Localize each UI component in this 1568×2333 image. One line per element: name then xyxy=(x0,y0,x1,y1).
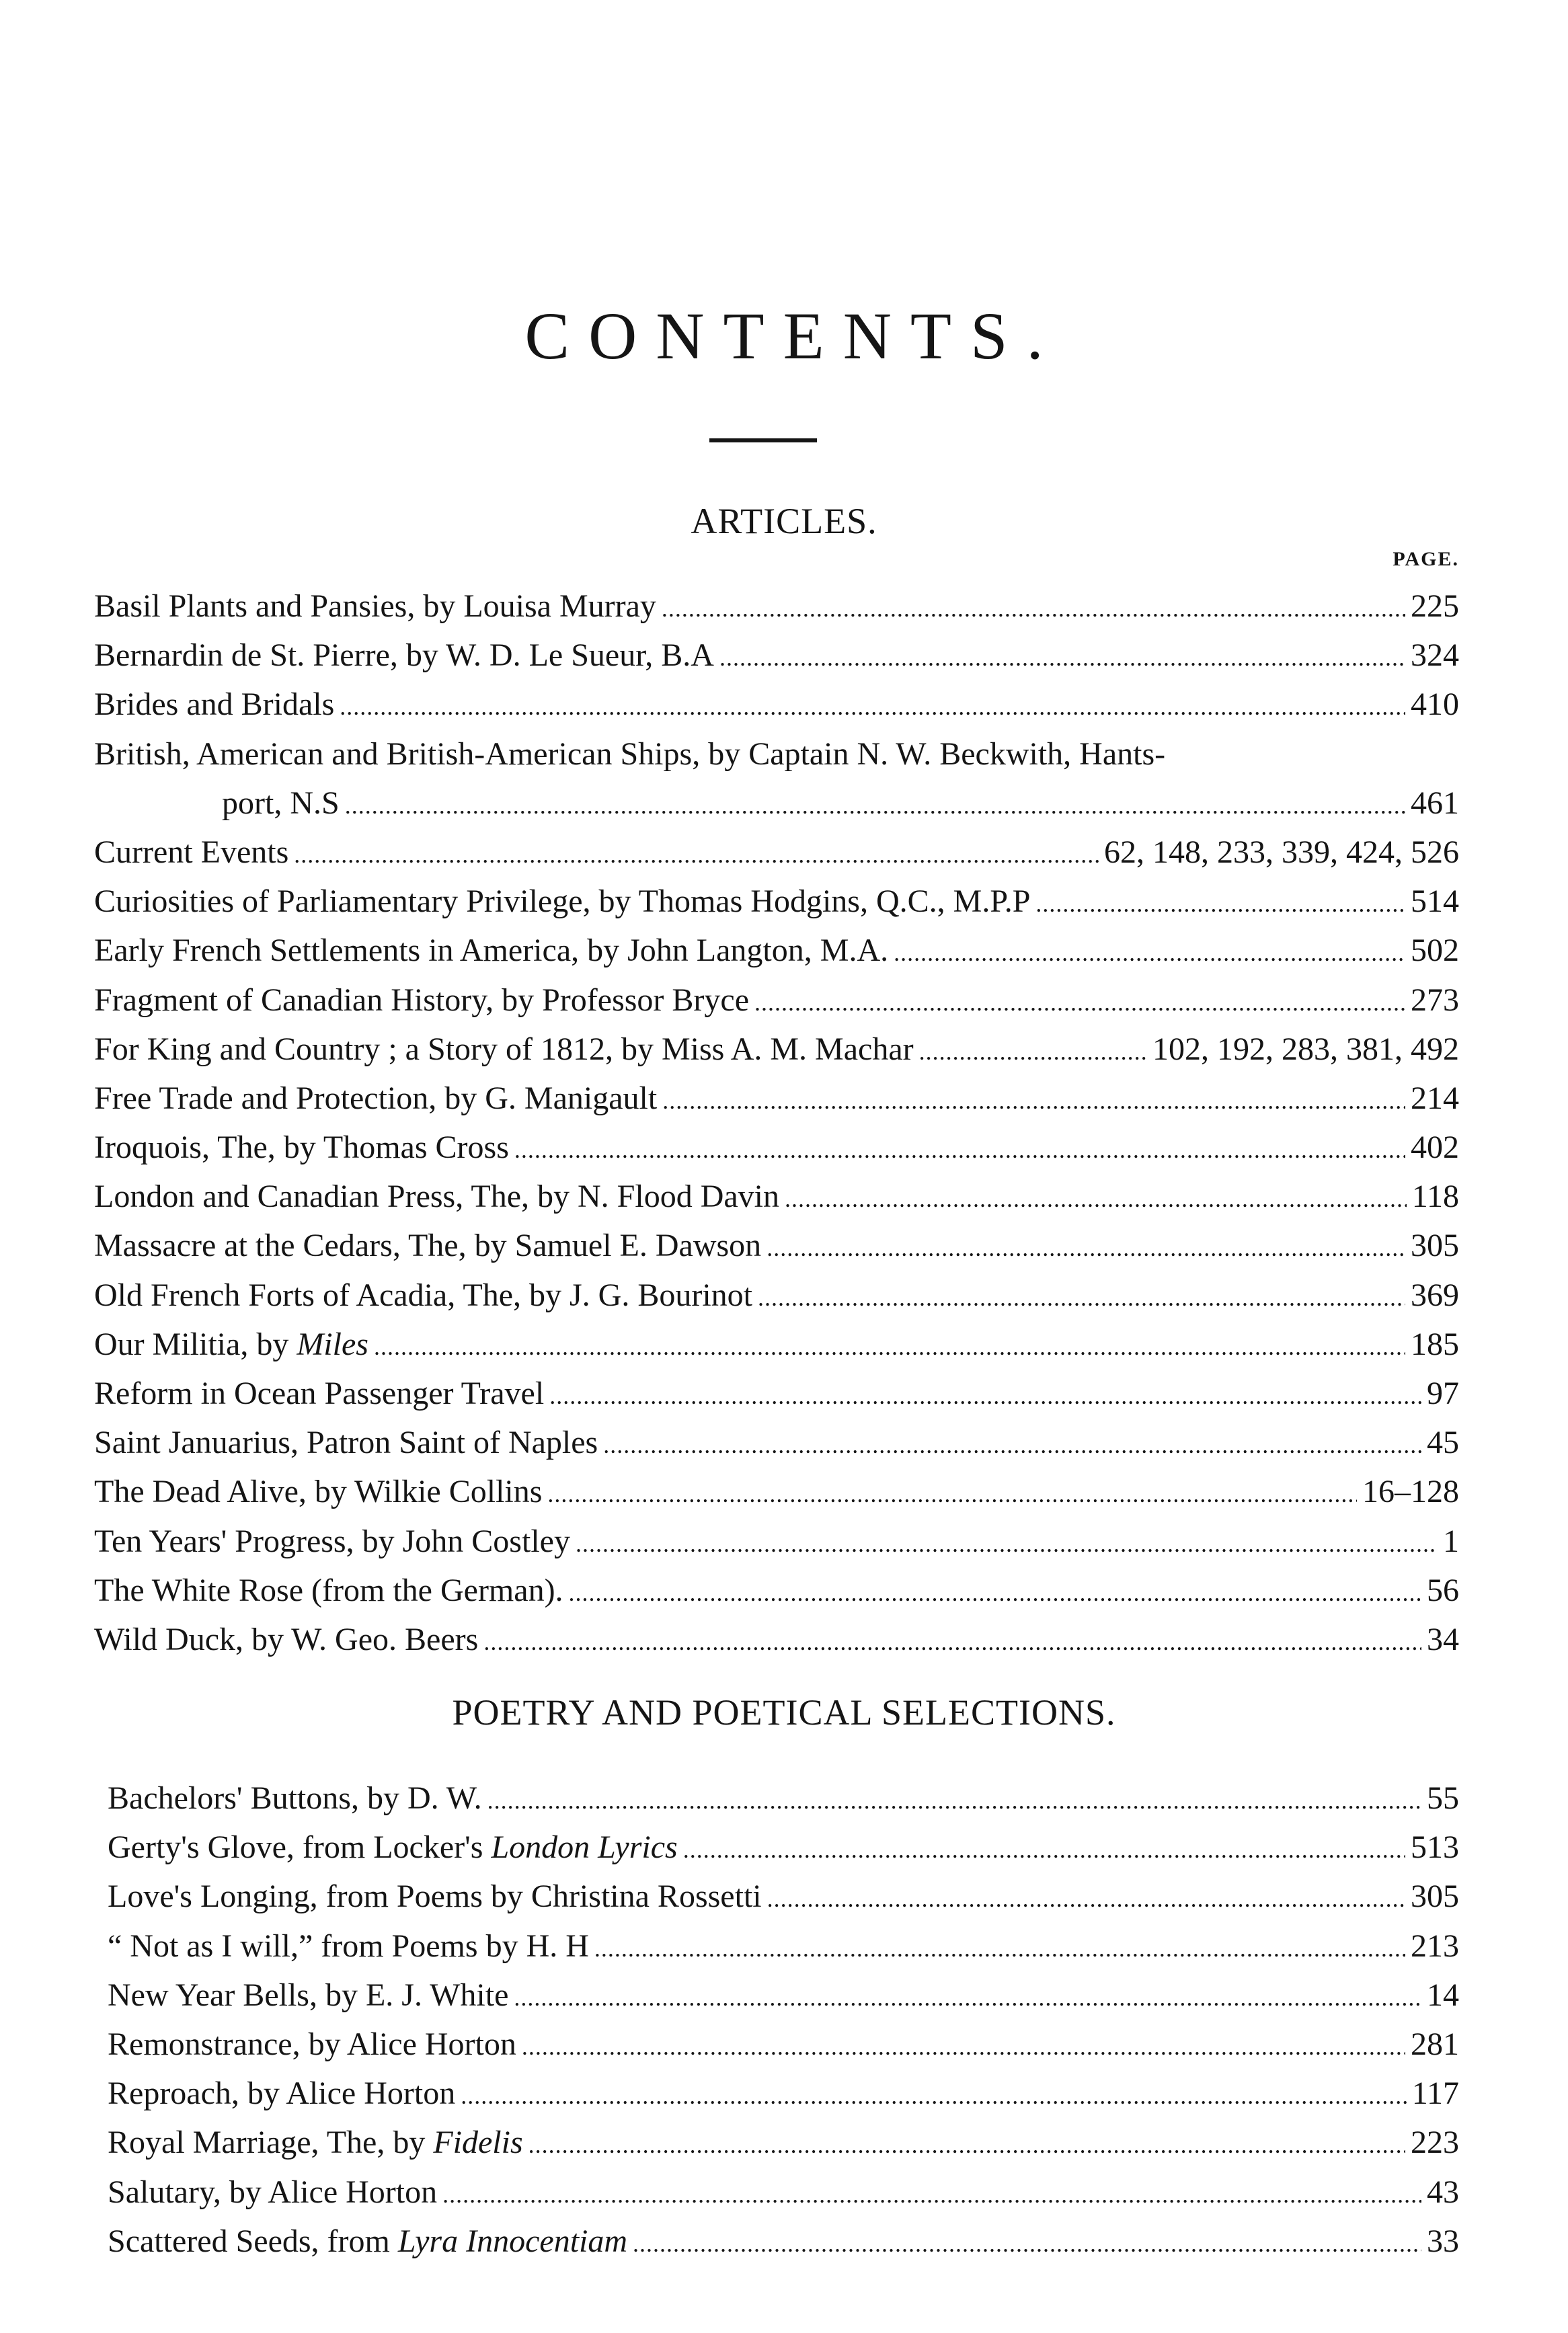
dot-leader xyxy=(754,978,1405,1027)
entry-page: 16–128 xyxy=(1362,1474,1459,1510)
entry-title: Free Trade and Protection, by G. Manigault xyxy=(94,1080,658,1116)
entry-title-wrap xyxy=(94,1221,761,1270)
entry-title-wrap xyxy=(108,1823,678,1872)
toc-entry xyxy=(108,2217,1459,2266)
entry-title-wrap xyxy=(94,1517,570,1566)
entry-title: Bernardin de St. Pierre, by W. D. Le Sueur, B.A xyxy=(94,637,714,674)
entry-title: Basil Plants and Pansies, by Louisa Murray xyxy=(94,588,656,624)
entry-title-wrap xyxy=(108,2069,455,2118)
dot-leader xyxy=(633,2219,1421,2268)
entry-page: 305 xyxy=(1411,1879,1459,1915)
entry-title: The Dead Alive, by Wilkie Collins xyxy=(94,1474,543,1510)
entry-title-wrap xyxy=(94,877,1030,926)
entry-title: British, American and British-American Ships, by Captain N. W. Beckwith, Hants- xyxy=(94,736,1166,772)
dot-leader xyxy=(894,928,1405,978)
entry-title-wrap xyxy=(108,1774,482,1823)
dot-leader xyxy=(576,1519,1438,1569)
toc-entry xyxy=(108,1774,1459,1823)
dot-leader xyxy=(1035,879,1405,928)
entry-title-wrap xyxy=(94,582,656,631)
toc-entry xyxy=(94,1369,1459,1418)
entry-title-wrap xyxy=(108,1922,589,1971)
dot-leader xyxy=(603,1421,1421,1470)
entry-title-wrap xyxy=(94,1320,368,1369)
entry-title: The White Rose (from the German). xyxy=(94,1572,563,1608)
entry-page: 97 xyxy=(1427,1376,1459,1411)
entry-title: Fragment of Canadian History, by Professor Bryce xyxy=(94,982,750,1018)
dot-leader xyxy=(294,830,1099,879)
entry-title: Ten Years' Progress, by John Costley xyxy=(94,1523,570,1559)
entry-title: Scattered Seeds, from xyxy=(108,2223,398,2259)
entry-title-wrap xyxy=(94,1172,779,1221)
entry-title-wrap xyxy=(108,1971,508,2020)
entry-title: Curiosities of Parliamentary Privilege, by Thomas Hodgins, Q.C., M.P.P xyxy=(94,883,1031,920)
entry-title-wrap xyxy=(94,1123,509,1172)
entry-title-continuation: port, N.S xyxy=(222,785,340,821)
entry-title: Gerty's Glove, from Locker's xyxy=(108,1829,492,1866)
toc-entry xyxy=(108,1823,1459,1872)
entry-page: 55 xyxy=(1427,1780,1459,1816)
toc-entry xyxy=(108,1872,1459,1921)
entry-title: London and Canadian Press, The, by N. Flood Davin xyxy=(94,1179,779,1215)
toc-entry xyxy=(94,1517,1459,1566)
entry-title: Massacre at the Cedars, The, by Samuel E. Dawson xyxy=(94,1228,762,1264)
toc-entry xyxy=(94,1025,1459,1074)
toc-entry xyxy=(94,1074,1459,1123)
dot-leader xyxy=(785,1175,1407,1224)
dot-leader xyxy=(374,1322,1405,1372)
dot-leader xyxy=(662,584,1405,633)
entry-title: Saint Januarius, Patron Saint of Naples xyxy=(94,1425,598,1461)
articles-list xyxy=(94,582,1459,1664)
entry-page: 45 xyxy=(1427,1425,1459,1461)
entry-title-italic: London Lyrics xyxy=(491,1829,678,1866)
page-title: CONTENTS. xyxy=(524,299,1062,373)
entry-page: 502 xyxy=(1411,933,1459,969)
toc-entry xyxy=(94,1418,1459,1467)
toc-entry xyxy=(94,631,1459,680)
entry-title: Wild Duck, by W. Geo. Beers xyxy=(94,1621,479,1657)
poetry-heading: POETRY AND POETICAL SELECTIONS. xyxy=(452,1692,1116,1733)
entry-title-wrap xyxy=(94,631,714,680)
entry-title: New Year Bells, by E. J. White xyxy=(108,1977,509,2013)
entry-title: Reproach, by Alice Horton xyxy=(108,2075,456,2112)
dot-leader xyxy=(594,1924,1405,1973)
entry-page: 305 xyxy=(1411,1228,1459,1264)
entry-page: 214 xyxy=(1411,1080,1459,1116)
entry-title-wrap xyxy=(94,1074,657,1123)
entry-title: Current Events xyxy=(94,834,289,870)
toc-entry xyxy=(94,877,1459,926)
entry-page: 62, 148, 233, 339, 424, 526 xyxy=(1104,834,1459,870)
entry-page: 273 xyxy=(1411,982,1459,1018)
entry-page: 56 xyxy=(1427,1572,1459,1608)
articles-heading: ARTICLES. xyxy=(691,501,877,541)
entry-page: 281 xyxy=(1411,2026,1459,2062)
entry-page: 223 xyxy=(1411,2125,1459,2161)
entry-page: 402 xyxy=(1411,1130,1459,1166)
entry-page: 410 xyxy=(1411,686,1459,723)
entry-page: 513 xyxy=(1411,1829,1459,1866)
dot-leader xyxy=(662,1076,1405,1125)
dot-leader xyxy=(683,1825,1405,1874)
dot-leader xyxy=(767,1874,1405,1924)
entry-title-italic: Miles xyxy=(297,1326,368,1362)
toc-entry xyxy=(94,1615,1459,1664)
entry-title-wrap xyxy=(94,1615,478,1664)
entry-title: For King and Country ; a Story of 1812, by Miss A. M. Machar xyxy=(94,1031,914,1067)
entry-title: Brides and Bridals xyxy=(94,686,335,723)
entry-title-wrap xyxy=(94,976,749,1025)
entry-title-italic: Fidelis xyxy=(433,2125,523,2161)
entry-title: Old French Forts of Acadia, The, by J. G. Bourinot xyxy=(94,1277,753,1313)
entry-title-wrap xyxy=(108,2020,516,2069)
toc-entry xyxy=(108,2020,1459,2069)
toc-entry xyxy=(94,1271,1459,1320)
entry-page: 102, 192, 283, 381, 492 xyxy=(1152,1031,1459,1067)
toc-entry xyxy=(94,1123,1459,1172)
toc-entry xyxy=(94,976,1459,1025)
toc-entry xyxy=(94,1320,1459,1369)
toc-entry xyxy=(94,680,1459,729)
entry-title-wrap xyxy=(108,2168,437,2217)
entry-title: Remonstrance, by Alice Horton xyxy=(108,2026,516,2062)
entry-title-wrap xyxy=(108,2118,523,2167)
entry-page: 43 xyxy=(1427,2174,1459,2210)
dot-leader xyxy=(483,1618,1421,1667)
dot-leader xyxy=(442,2170,1421,2219)
entry-title: Iroquois, The, by Thomas Cross xyxy=(94,1130,509,1166)
entry-title: Salutary, by Alice Horton xyxy=(108,2174,438,2210)
entry-title-wrap xyxy=(94,1467,542,1516)
toc-entry xyxy=(108,1922,1459,1971)
dot-leader xyxy=(461,2071,1407,2121)
dot-leader xyxy=(345,781,1405,830)
entry-title-wrap xyxy=(94,1025,914,1074)
toc-entry xyxy=(94,582,1459,631)
toc-entry xyxy=(108,2069,1459,2118)
page-column-label: PAGE. xyxy=(1393,548,1459,570)
entry-title: Royal Marriage, The, by xyxy=(108,2125,434,2161)
entry-title: Bachelors' Buttons, by D. W. xyxy=(108,1780,482,1816)
entry-page: 117 xyxy=(1411,2075,1459,2112)
toc-entry xyxy=(108,2168,1459,2217)
dot-leader xyxy=(767,1224,1405,1273)
entry-page: 369 xyxy=(1411,1277,1459,1313)
dot-leader xyxy=(919,1027,1147,1076)
dot-leader xyxy=(487,1776,1421,1825)
dot-leader xyxy=(522,2022,1405,2071)
entry-page: 185 xyxy=(1411,1326,1459,1362)
dot-leader xyxy=(719,633,1405,682)
entry-title: Our Militia, by xyxy=(94,1326,297,1362)
entry-title-wrap xyxy=(94,1369,544,1418)
entry-page: 324 xyxy=(1411,637,1459,674)
entry-title-wrap xyxy=(94,1418,598,1467)
toc-entry xyxy=(94,926,1459,975)
title-rule xyxy=(709,438,817,442)
dot-leader xyxy=(569,1569,1421,1618)
entry-page: 213 xyxy=(1411,1928,1459,1964)
entry-title-wrap xyxy=(94,828,288,877)
toc-entry xyxy=(94,1172,1459,1221)
entry-page: 461 xyxy=(1411,785,1459,821)
entry-title: Early French Settlements in America, by John Langton, M.A. xyxy=(94,933,889,969)
entry-page: 14 xyxy=(1427,1977,1459,2013)
entry-title-wrap xyxy=(108,1872,762,1921)
entry-title-wrap xyxy=(94,1271,752,1320)
dot-leader xyxy=(758,1273,1405,1322)
dot-leader xyxy=(514,1125,1405,1175)
toc-entry xyxy=(94,828,1459,877)
entry-page: 34 xyxy=(1427,1621,1459,1657)
toc-entry xyxy=(94,1467,1459,1516)
entry-title-wrap xyxy=(94,1566,563,1615)
toc-entry xyxy=(108,1971,1459,2020)
entry-page: 225 xyxy=(1411,588,1459,624)
entry-title: Love's Longing, from Poems by Christina Rossetti xyxy=(108,1879,762,1915)
dot-leader xyxy=(528,2121,1405,2170)
entry-title-wrap xyxy=(94,680,334,729)
entry-title-wrap xyxy=(108,2217,627,2266)
dot-leader xyxy=(514,1973,1421,2022)
toc-entry xyxy=(108,2118,1459,2167)
entry-page: 1 xyxy=(1443,1523,1459,1559)
entry-title: Reform in Ocean Passenger Travel xyxy=(94,1376,545,1411)
toc-entry xyxy=(94,1566,1459,1615)
dot-leader xyxy=(547,1470,1357,1519)
entry-title-wrap xyxy=(94,926,888,975)
toc-entry xyxy=(94,729,1459,779)
entry-page: 33 xyxy=(1427,2223,1459,2259)
toc-entry xyxy=(94,1221,1459,1270)
dot-leader xyxy=(340,682,1405,731)
dot-leader xyxy=(549,1372,1421,1421)
entry-title-italic: Lyra Innocentiam xyxy=(397,2223,628,2259)
entry-title: “ Not as I will,” from Poems by H. H xyxy=(108,1928,589,1964)
toc-entry-continuation xyxy=(94,779,1459,828)
entry-page: 118 xyxy=(1411,1179,1459,1215)
entry-page: 514 xyxy=(1411,883,1459,920)
poetry-list xyxy=(108,1774,1459,2266)
